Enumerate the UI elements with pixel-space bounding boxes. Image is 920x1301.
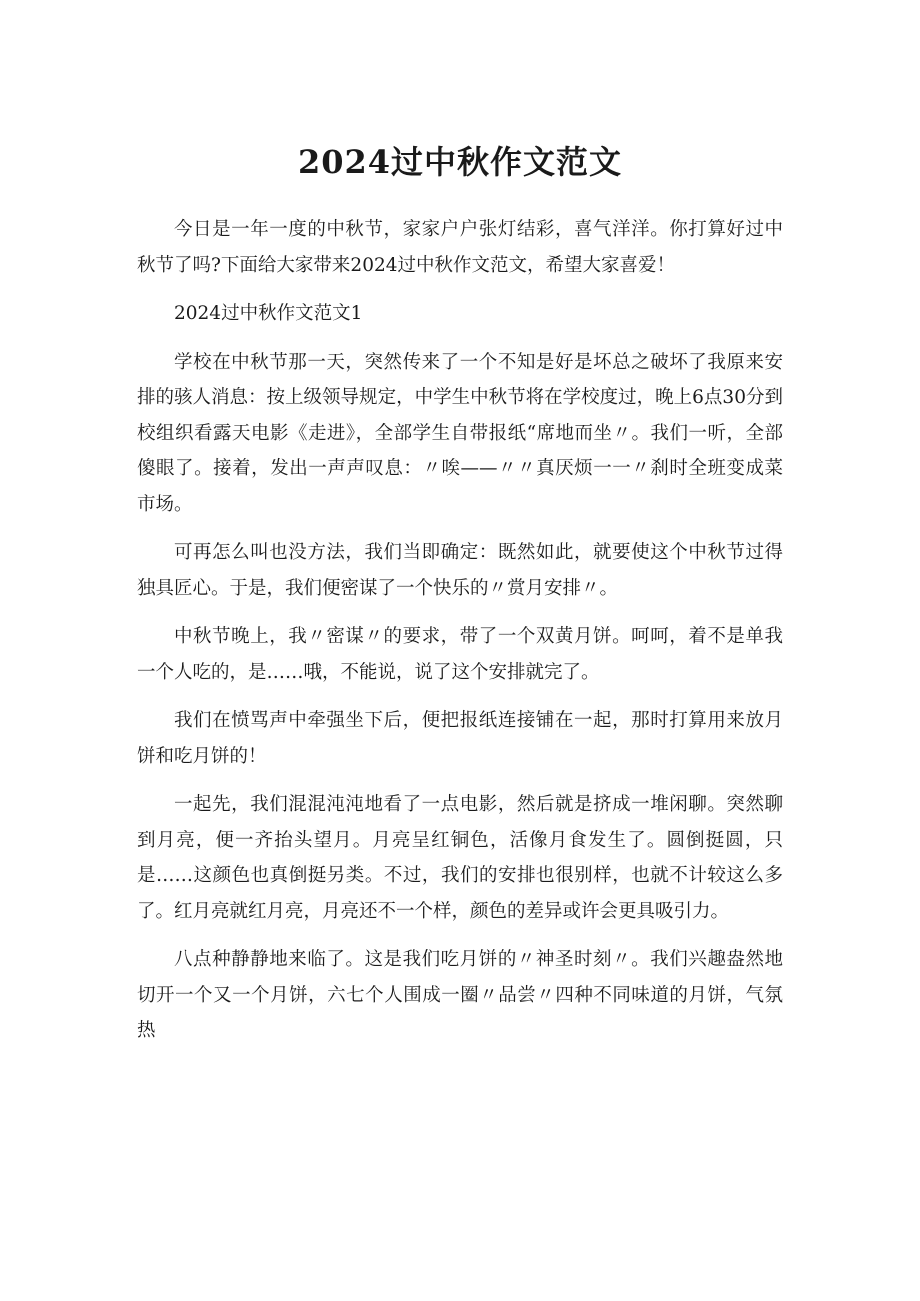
body-paragraph: 学校在中秋节那一天，突然传来了一个不知是好是坏总之破坏了我原来安排的骇人消息：按上级领导规定，中学生中秋节将在学校度过，晚上6点30分到校组织看露天电影《走进》，全部学生自带报纸“席地而坐〃。我们一听，全部傻眼了。接着，发出一声声叹息：〃唉——〃〃真厌烦一一〃刹时全班变成菜市场。 <box>137 351 783 515</box>
section-heading: 2024过中秋作文范文1 <box>174 303 363 324</box>
body-paragraph: 可再怎么叫也没方法，我们当即确定：既然如此，就要使这个中秋节过得独具匠心。于是，我们便密谋了一个快乐的〃赏月安排〃。 <box>137 542 783 599</box>
document-body <box>137 212 783 1051</box>
intro-paragraph: 今日是一年一度的中秋节，家家户户张灯结彩，喜气洋洋。你打算好过中秋节了吗?下面给大家带来2024过中秋作文范文，希望大家喜爱！ <box>137 219 783 276</box>
body-paragraph: 一起先，我们混混沌沌地看了一点电影，然后就是挤成一堆闲聊。突然聊到月亮，便一齐抬头望月。月亮呈红铜色，活像月食发生了。圆倒挺圆，只是……这颜色也真倒挺另类。不过，我们的安排也很别样，也就不计较这么多了。红月亮就红月亮，月亮还不一个样，颜色的差异或许会更具吸引力。 <box>137 794 783 922</box>
body-paragraph: 中秋节晚上，我〃密谋〃的要求，带了一个双黄月饼。呵呵，着不是单我一个人吃的，是……哦，不能说，说了这个安排就完了。 <box>137 626 783 683</box>
body-paragraph: 我们在愤骂声中牵强坐下后，便把报纸连接铺在一起，那时打算用来放月饼和吃月饼的！ <box>137 710 783 767</box>
body-paragraph: 八点种静静地来临了。这是我们吃月饼的〃神圣时刻〃。我们兴趣盎然地切开一个又一个月饼，六七个人围成一圈〃品尝〃四种不同味道的月饼，气氛热 <box>137 949 783 1041</box>
page-title: 2024过中秋作文范文 <box>297 143 623 181</box>
